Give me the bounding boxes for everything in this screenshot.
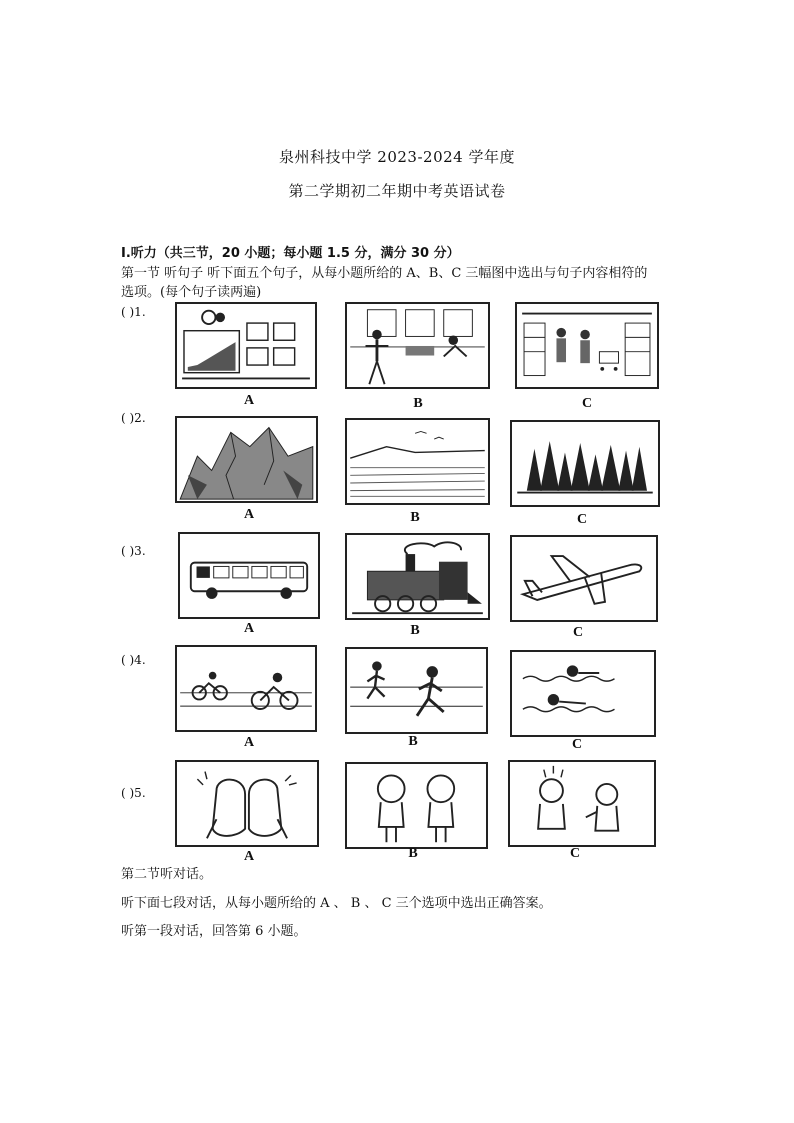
exam-title-line1: 泉州科技中学 2023-2024 学年度: [279, 148, 515, 166]
q4-option-c-letter: C: [571, 737, 583, 752]
q1-option-a-letter: A: [243, 393, 255, 408]
beach-icon: [347, 420, 488, 503]
forest-picture: [510, 420, 660, 507]
q4-option-b-letter: B: [408, 734, 418, 749]
swimming-picture: [510, 650, 656, 737]
gym-picture: [345, 302, 490, 389]
mountain-icon: [177, 418, 316, 501]
question-5-label: ( )5.: [121, 786, 146, 800]
question-3-label: ( )3.: [121, 544, 146, 558]
cinema-icon: [177, 304, 315, 387]
gym-icon: [347, 304, 488, 387]
swimming-icon: [512, 652, 654, 735]
bus-picture: [178, 532, 320, 619]
forest-icon: [512, 422, 658, 505]
q2-option-a-letter: A: [243, 507, 255, 522]
first-dialog-instruction: 听第一段对话，回答第 6 小题。: [121, 924, 307, 939]
q3-option-a-letter: A: [243, 621, 255, 636]
question-4-label: ( )4.: [121, 653, 146, 667]
running-picture: [345, 647, 488, 734]
part1-instruction-line1: 第一节 听句子 听下面五个句子，从每小题所给的 A、B、C 三幅图中选出与句子内容相符的: [121, 266, 648, 281]
q3-option-c-letter: C: [572, 625, 584, 640]
exam-title-line2: 第二学期初二年期中考英语试卷: [288, 182, 506, 200]
listening-section-heading: Ⅰ.听力（共三节，20 小题；每小题 1.5 分，满分 30 分）: [121, 246, 460, 261]
plane-picture: [510, 535, 658, 622]
question-2-label: ( )2.: [121, 411, 146, 425]
q5-option-a-letter: A: [243, 849, 255, 864]
plane-icon: [512, 537, 656, 620]
q1-option-c-letter: C: [581, 396, 593, 411]
hugging-girls-icon: [177, 762, 317, 845]
running-icon: [347, 649, 486, 732]
supermarket-icon: [517, 304, 657, 387]
part2-instruction: 听下面七段对话，从每小题所给的 A 、 B 、 C 三个选项中选出正确答案。: [121, 896, 552, 911]
cycling-icon: [177, 647, 315, 730]
hugging-girls-picture: [175, 760, 319, 847]
surprised-girls-picture: [508, 760, 656, 847]
mountain-picture: [175, 416, 318, 503]
part2-heading: 第二节听对话。: [121, 867, 213, 882]
q2-option-b-letter: B: [410, 510, 420, 525]
part1-instruction-line2: 选项。(每个句子读两遍): [121, 285, 262, 300]
q4-option-a-letter: A: [243, 735, 255, 750]
q3-option-b-letter: B: [410, 623, 420, 638]
question-1-label: ( )1.: [121, 305, 146, 319]
surprised-girls-icon: [510, 762, 654, 845]
two-girls-icon: [347, 764, 486, 847]
cycling-picture: [175, 645, 317, 732]
q2-option-c-letter: C: [576, 512, 588, 527]
cinema-picture: [175, 302, 317, 389]
train-picture: [345, 533, 490, 620]
q1-option-b-letter: B: [413, 396, 423, 411]
bus-icon: [180, 534, 318, 617]
two-girls-picture: [345, 762, 488, 849]
supermarket-picture: [515, 302, 659, 389]
train-icon: [347, 535, 488, 618]
beach-picture: [345, 418, 490, 505]
q5-option-b-letter: B: [408, 846, 418, 861]
q5-option-c-letter: C: [569, 846, 581, 861]
